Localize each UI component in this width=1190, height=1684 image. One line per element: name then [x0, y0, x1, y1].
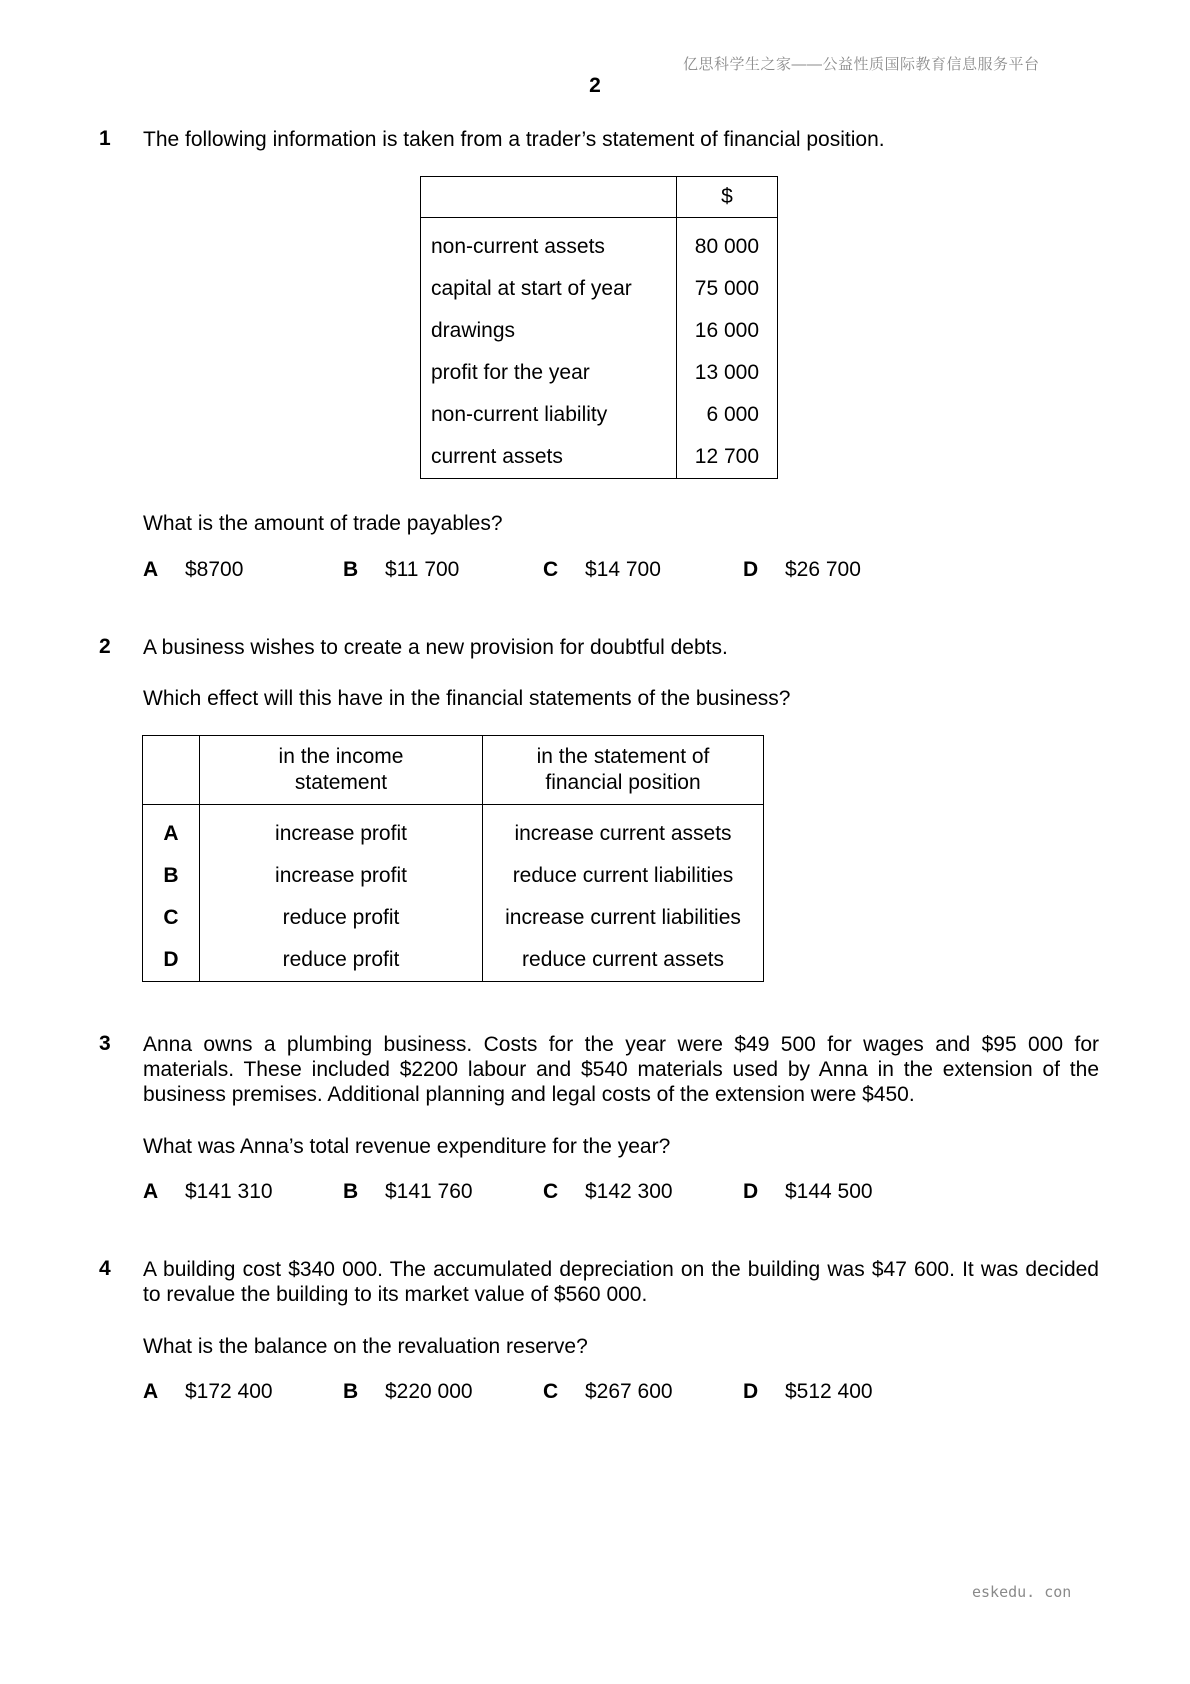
- table-row[interactable]: [143, 897, 764, 939]
- question-2-number: 2: [99, 635, 111, 658]
- row-value: 75 000: [694, 277, 759, 300]
- header-watermark: 亿思科学生之家——公益性质国际教育信息服务平台: [683, 56, 1040, 73]
- option-letter: A: [143, 1380, 159, 1403]
- question-3-option-a[interactable]: [143, 1180, 273, 1204]
- question-1-prompt: What is the amount of trade payables?: [143, 512, 503, 535]
- table-row[interactable]: [143, 939, 764, 982]
- option-value: $267 600: [585, 1380, 673, 1403]
- footer-watermark: eskedu. con: [972, 1583, 1072, 1601]
- question-3-option-d[interactable]: [743, 1180, 873, 1204]
- option-value: $172 400: [185, 1380, 273, 1403]
- question-3-prompt: What was Anna’s total revenue expenditure for the year?: [143, 1135, 671, 1158]
- question-1-option-c[interactable]: [543, 558, 661, 582]
- row-label: current assets: [421, 436, 677, 479]
- question-4-text: A building cost $340 000. The accumulated depreciation on the building was $47 600. It was decided to revalue the building to its market value of $560 000.: [143, 1258, 1099, 1306]
- row-value: 12 700: [694, 445, 759, 468]
- question-1-option-d[interactable]: [743, 558, 861, 582]
- question-2-text: A business wishes to create a new provision for doubtful debts.: [143, 636, 728, 659]
- option-value: $142 300: [585, 1180, 673, 1203]
- page-number: 2: [589, 74, 601, 97]
- question-4-option-d[interactable]: [743, 1380, 873, 1404]
- option-letter: B: [343, 558, 359, 581]
- question-1-number: 1: [99, 127, 111, 150]
- effects-table: [142, 735, 764, 982]
- option-value: $8700: [185, 558, 244, 581]
- option-value: $11 700: [385, 558, 460, 581]
- row-income-effect: reduce profit: [200, 897, 483, 939]
- table-row: [421, 352, 778, 394]
- table-header-blank: [143, 736, 200, 805]
- currency-header: $: [677, 177, 778, 218]
- question-4-option-c[interactable]: [543, 1380, 673, 1404]
- row-position-effect: increase current liabilities: [505, 906, 741, 929]
- row-label: capital at start of year: [421, 268, 677, 310]
- question-2-prompt: Which effect will this have in the financial statements of the business?: [143, 687, 791, 710]
- question-4-option-b[interactable]: [343, 1380, 473, 1404]
- row-letter: D: [143, 939, 200, 982]
- question-4-number: 4: [99, 1257, 111, 1280]
- option-value: $14 700: [585, 558, 661, 581]
- income-statement-header: in the income statement: [200, 736, 483, 805]
- option-letter: D: [743, 558, 759, 581]
- option-value: $26 700: [785, 558, 861, 581]
- row-value: 6 000: [706, 403, 759, 426]
- option-value: $141 310: [185, 1180, 273, 1203]
- row-position-effect: reduce current assets: [522, 948, 724, 971]
- table-header-row: [421, 177, 778, 218]
- row-value: 13 000: [694, 361, 759, 384]
- row-value: 16 000: [694, 319, 759, 342]
- option-letter: C: [543, 1180, 559, 1203]
- option-value: $220 000: [385, 1380, 473, 1403]
- table-header-blank: [421, 177, 677, 218]
- table-row: [421, 310, 778, 352]
- question-1-text: The following information is taken from a trader’s statement of financial position.: [143, 128, 885, 151]
- row-value: 80 000: [694, 235, 759, 258]
- question-1-option-b[interactable]: [343, 558, 459, 582]
- question-4-prompt: What is the balance on the revaluation reserve?: [143, 1335, 588, 1358]
- question-1-option-a[interactable]: [143, 558, 243, 582]
- question-4-option-a[interactable]: [143, 1380, 273, 1404]
- question-3-option-c[interactable]: [543, 1180, 673, 1204]
- option-value: $512 400: [785, 1380, 873, 1403]
- table-row: [421, 268, 778, 310]
- option-letter: B: [343, 1380, 359, 1403]
- option-letter: B: [343, 1180, 359, 1203]
- row-label: drawings: [421, 310, 677, 352]
- table-row[interactable]: [143, 805, 764, 856]
- option-letter: D: [743, 1380, 759, 1403]
- table-row: [421, 394, 778, 436]
- row-label: non-current liability: [421, 394, 677, 436]
- option-letter: A: [143, 558, 159, 581]
- question-3-option-b[interactable]: [343, 1180, 473, 1204]
- row-position-effect: reduce current liabilities: [512, 864, 734, 887]
- row-letter: A: [143, 805, 200, 856]
- financial-position-table: [420, 176, 778, 479]
- table-row[interactable]: [143, 855, 764, 897]
- option-letter: A: [143, 1180, 159, 1203]
- row-income-effect: increase profit: [200, 805, 483, 856]
- option-letter: C: [543, 558, 559, 581]
- row-income-effect: reduce profit: [200, 939, 483, 982]
- table-header-row: [143, 736, 764, 805]
- question-3-text: Anna owns a plumbing business. Costs for the year were $49 500 for wages and $95 000 for materials. These included $2200 labour and $540 materials used by Anna in the extension of the business premises. Additional planning and legal costs of the extension were $450.: [143, 1033, 1099, 1106]
- row-letter: B: [143, 855, 200, 897]
- row-label: non-current assets: [421, 218, 677, 269]
- option-value: $141 760: [385, 1180, 473, 1203]
- question-3-number: 3: [99, 1032, 111, 1055]
- row-letter: C: [143, 897, 200, 939]
- option-letter: C: [543, 1380, 559, 1403]
- table-row: [421, 218, 778, 269]
- option-letter: D: [743, 1180, 759, 1203]
- row-label: profit for the year: [421, 352, 677, 394]
- table-row: [421, 436, 778, 479]
- financial-position-header: in the statement of financial position: [483, 736, 764, 805]
- row-position-effect: increase current assets: [514, 822, 732, 845]
- option-value: $144 500: [785, 1180, 873, 1203]
- row-income-effect: increase profit: [200, 855, 483, 897]
